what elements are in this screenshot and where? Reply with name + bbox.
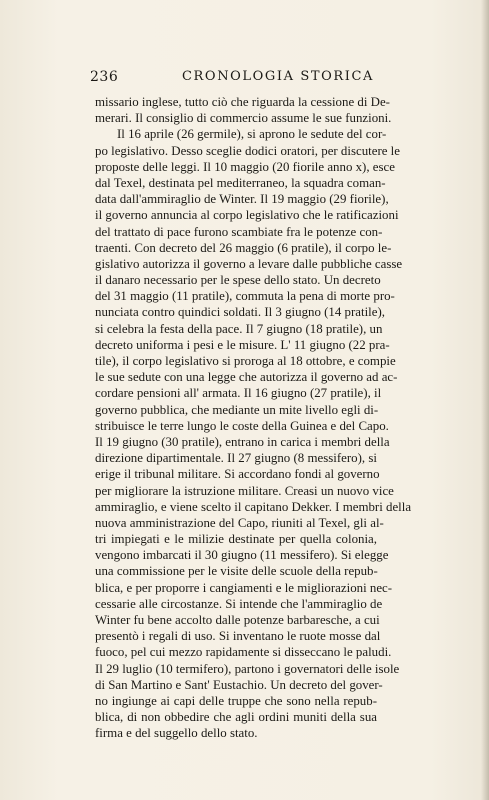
text-line: cessarie alle circostanze. Si intende che l'ammiraglio de — [95, 596, 383, 611]
text-line: governo pubblica, che mediante un mite livello egli di- — [95, 402, 379, 417]
running-head: CRONOLOGIA STORICA — [182, 69, 375, 84]
text-line: merari. Il consiglio di commercio assume le sue funzioni. — [95, 111, 392, 126]
page-header — [90, 69, 380, 89]
text-line: data dall'ammiraglio de Winter. Il 19 maggio (29 fiorile), — [95, 192, 389, 207]
text-line: si celebra la festa della pace. Il 7 giugno (18 pratile), un — [95, 321, 383, 336]
text-line: no ingiunge ai capi delle truppe che sono nella repub- — [95, 693, 377, 708]
text-line: traenti. Con decreto del 26 maggio (6 pratile), il corpo le- — [95, 240, 392, 255]
text-line: decreto uniforma i pesi e le misure. L' 11 giugno (22 pra- — [95, 337, 390, 352]
text-line: nuova amministrazione del Capo, riuniti al Texel, gli al- — [95, 515, 384, 530]
text-line: presentò i regali di uso. Si inventano le ruote mosse dal — [95, 629, 381, 644]
text-line: il danaro necessario per le spese dello stato. Un decreto — [95, 273, 381, 288]
text-line: tile), il corpo legislativo si proroga al 18 ottobre, e compie — [95, 354, 396, 368]
text-line: tri impiegati e le milizie destinate per quella colonia, — [95, 532, 377, 547]
page-edge-shadow — [481, 0, 489, 800]
text-line: Il 19 giugno (30 pratile), entrano in carica i membri della — [95, 434, 390, 449]
text-line: gislativo autorizza il governo a levare dalle pubbliche casse — [95, 256, 403, 271]
text-line: per migliorare la istruzione militare. Creasi un nuovo vice — [95, 483, 394, 498]
text-line: di San Martino e Sant' Eustachio. Un decreto del gover- — [95, 677, 383, 692]
text-line: missario inglese, tutto ciò che riguarda la cessione di De- — [95, 95, 390, 109]
page-number: 236 — [90, 69, 119, 85]
text-line: erige il tribunal militare. Si accordano fondi al governo — [95, 467, 380, 482]
text-line: vengono imbarcati il 30 giugno (11 messifero). Si elegge — [95, 548, 389, 563]
text-line: dal Texel, destinata pel mediterraneo, la squadra coman- — [95, 175, 386, 190]
text-line: il governo annuncia al corpo legislativo che le ratificazioni — [95, 208, 399, 223]
text-line: blica, di non obbedire che agli ordini muniti della sua — [95, 710, 377, 725]
text-line: direzione dipartimentale. Il 27 giugno (8 messifero), si — [95, 451, 377, 466]
text-line: cordare pensioni all' armata. Il 16 giugno (27 pratile), il — [95, 386, 382, 401]
text-line: blica, e per proporre i cangiamenti e le migliorazioni nec- — [95, 580, 393, 595]
text-line: ammiraglio, e viene scelto il capitano Dekker. I membri della — [95, 499, 412, 514]
text-line: Winter fu bene accolto dalle potenze barbaresche, a cui — [95, 613, 380, 627]
text-line: una commissione per le visite delle scuole della repub- — [95, 564, 378, 579]
text-line: del trattato di pace furono scambiate fra le potenze con- — [95, 224, 383, 239]
text-line: del 31 maggio (11 pratile), commuta la pena di morte pro- — [95, 289, 395, 304]
text-line: nunciata contro quindici soldati. Il 3 giugno (14 pratile), — [95, 305, 385, 320]
text-line: po legislativo. Desso sceglie dodici oratori, per discutere le — [95, 143, 400, 158]
text-line: fuoco, pel cui mezzo rapidamente si disseccano le paludi. — [95, 645, 392, 660]
text-line: proposte delle leggi. Il 10 maggio (20 fiorile anno x), esce — [95, 159, 395, 174]
text-line: stribuisce le terre lungo le coste della Guinea e del Capo. — [95, 418, 389, 433]
text-line: firma e del suggello dello stato. — [95, 726, 258, 741]
text-line: le sue sedute con una legge che autorizza il governo ad ac- — [95, 370, 398, 385]
body-text — [95, 94, 412, 742]
text-line: Il 16 aprile (26 germile), si aprono le sedute del cor- — [117, 127, 387, 142]
text-line: Il 29 luglio (10 termifero), partono i governatori delle isole — [95, 661, 400, 676]
